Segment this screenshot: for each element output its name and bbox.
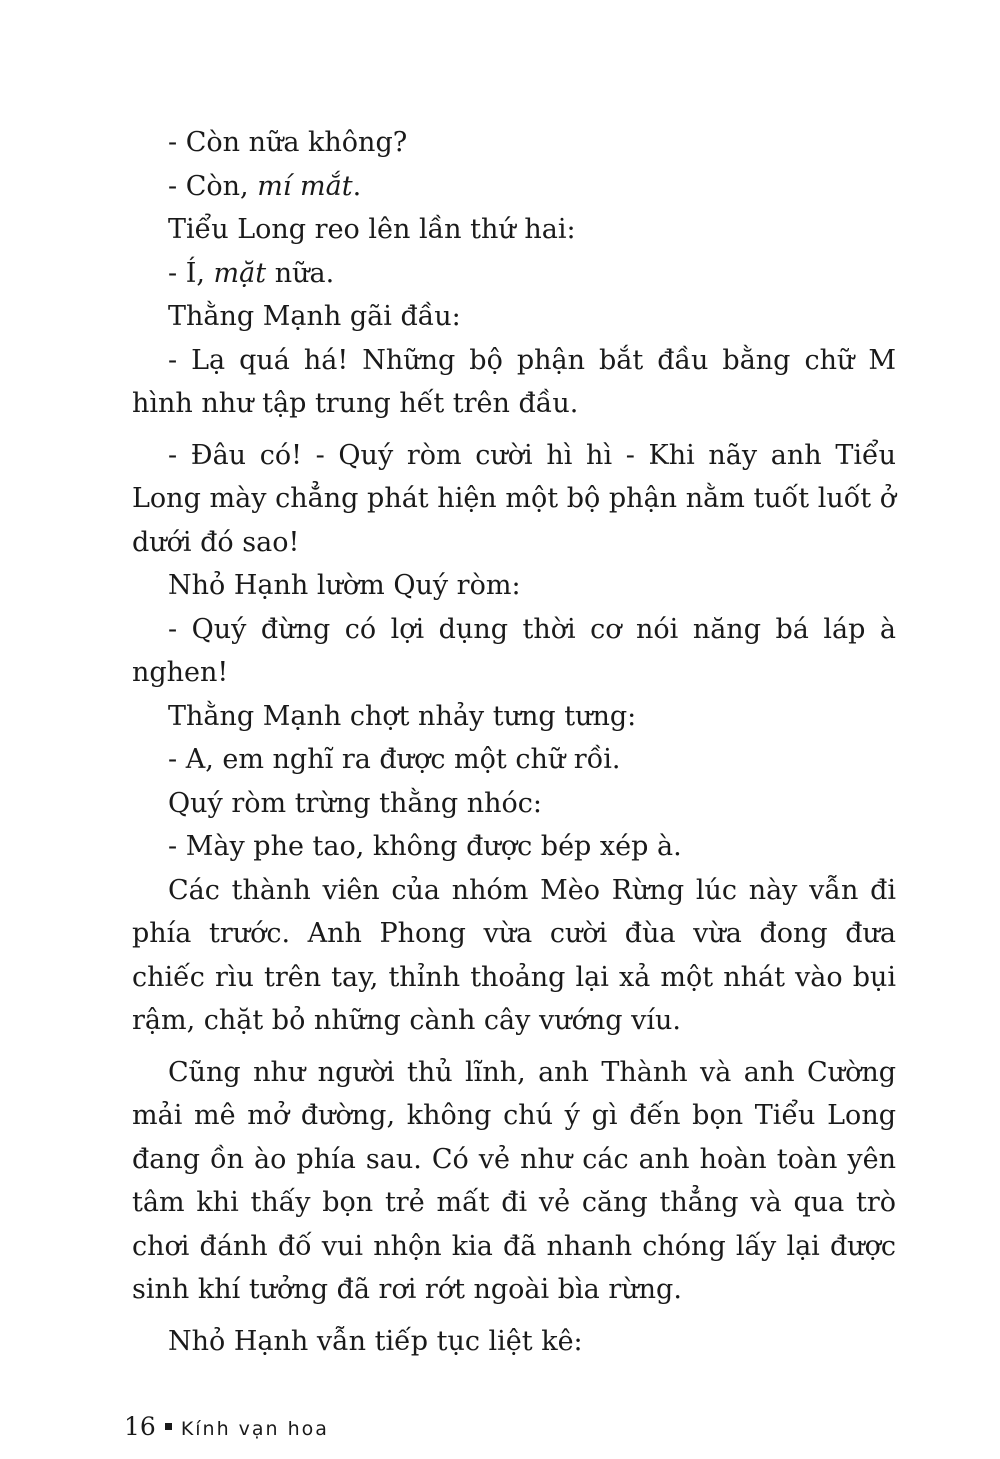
paragraph xyxy=(132,339,896,426)
paragraph-text: Quý ròm trừng thằng nhóc: xyxy=(168,787,542,819)
paragraph xyxy=(132,295,896,339)
paragraph-text: Thằng Mạnh chợt nhảy tưng tưng: xyxy=(168,700,637,732)
page-footer xyxy=(124,1412,329,1444)
paragraph-text: - Í, xyxy=(168,257,214,289)
paragraph-text: Nhỏ Hạnh lườm Quý ròm: xyxy=(168,570,521,601)
italic-text: mặt xyxy=(213,257,267,289)
paragraph-text: nữa. xyxy=(266,257,335,289)
paragraph xyxy=(132,782,896,826)
paragraph-text: - Còn, xyxy=(168,170,258,202)
paragraph-text: Tiểu Long reo lên lần thứ hai: xyxy=(168,214,576,245)
paragraph-text: Các thành viên của nhóm Mèo Rừng lúc này vẫn đi phía trước. Anh Phong vừa cười đùa vừa đong đưa chiếc rìu trên tay, thỉnh thoảng lại xả một nhát vào bụi rậm, chặt bỏ những cành cây vướng víu. xyxy=(132,874,896,1036)
paragraph xyxy=(132,252,896,296)
bullet-icon xyxy=(165,1423,172,1430)
paragraph-text: - Còn nữa không? xyxy=(168,127,408,158)
paragraph xyxy=(132,564,896,608)
paragraph xyxy=(132,1320,896,1364)
paragraph-text: - Quý đừng có lợi dụng thời cơ nói năng bá láp à nghen! xyxy=(132,613,896,688)
book-title: Kính vạn hoa xyxy=(180,1418,329,1440)
paragraph-text: - Mày phe tao, không được bép xép à. xyxy=(168,831,682,862)
page-number: 16 xyxy=(124,1412,156,1441)
paragraph xyxy=(132,608,896,695)
paragraph xyxy=(132,434,896,565)
paragraph-text: Cũng như người thủ lĩnh, anh Thành và anh Cường mải mê mở đường, không chú ý gì đến bọn Tiểu Long đang ồn ào phía sau. Có vẻ như các anh hoàn toàn yên tâm khi thấy bọn trẻ mất đi vẻ căng thẳng và qua trò chơi đánh đố vui nhộn kia đã nhanh chóng lấy lại được sinh khí tưởng đã rơi rớt ngoài bìa rừng. xyxy=(132,1056,896,1305)
paragraph-text: - Đâu có! - Quý ròm cười hì hì - Khi nãy anh Tiểu Long mày chẳng phát hiện một bộ phận nằm tuốt luốt ở dưới đó sao! xyxy=(132,439,896,558)
paragraph xyxy=(132,695,896,739)
paragraph-text: - A, em nghĩ ra được một chữ rồi. xyxy=(168,744,621,775)
italic-text: mí mắt xyxy=(257,170,353,202)
paragraph xyxy=(132,121,896,165)
paragraph xyxy=(132,1051,896,1312)
paragraph xyxy=(132,738,896,782)
paragraph xyxy=(132,825,896,869)
paragraph xyxy=(132,208,896,252)
paragraph-text: Thằng Mạnh gãi đầu: xyxy=(168,301,461,332)
paragraph-text: Nhỏ Hạnh vẫn tiếp tục liệt kê: xyxy=(168,1325,583,1357)
paragraph xyxy=(132,165,896,209)
body-text xyxy=(132,121,896,1363)
paragraph xyxy=(132,869,896,1043)
paragraph-text: . xyxy=(352,170,362,202)
paragraph-text: - Lạ quá há! Những bộ phận bắt đầu bằng chữ M hình như tập trung hết trên đầu. xyxy=(132,344,896,419)
